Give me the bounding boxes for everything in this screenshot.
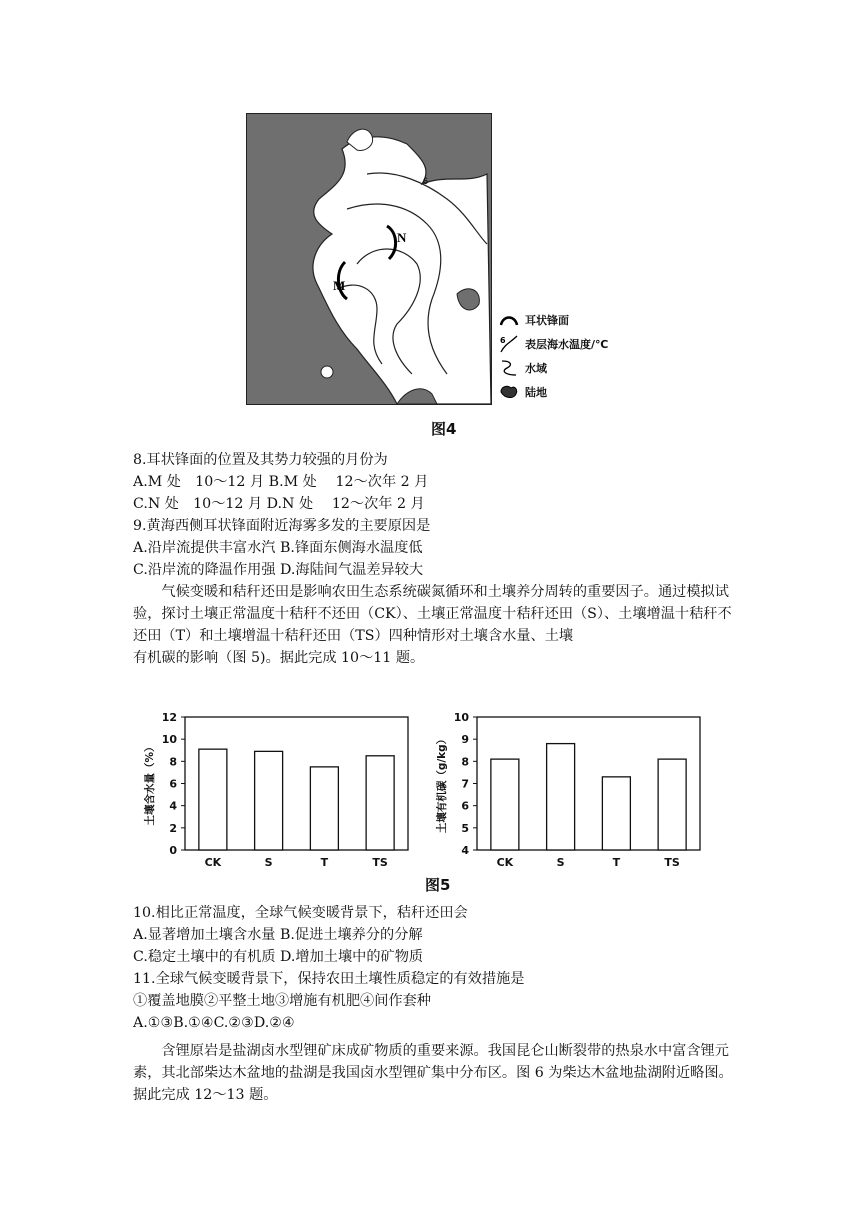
legend-item <box>499 356 608 380</box>
question-10-stem: 10.相比正常温度，全球气候变暖背景下，秸秆还田会 <box>133 905 468 921</box>
y-tick-label: 0 <box>169 844 177 857</box>
y-tick-label: 10 <box>453 711 469 724</box>
chart-svg-organic-carbon <box>425 705 715 870</box>
passage-paragraph: 含锂原岩是盐湖卤水型锂矿床成矿物质的重要来源。我国昆仑山断裂带的热泉水中富含锂元素，其北部柴达木盆地的盐湖是我国卤水型锂矿集中分布区。图 6 为柴达木盆地盐湖附近略图。据此完成 12～13 题。 <box>133 1043 733 1103</box>
passage-paragraph-end: 有机碳的影响（图 5)。据此完成 10～11 题。 <box>133 650 425 666</box>
front-arc-icon <box>499 313 519 327</box>
question-8-options-cd: C.N 处 10～12 月 D.N 处 12～次年 2 月 <box>133 496 425 512</box>
legend-label: 陆地 <box>525 386 547 399</box>
x-tick-label: S <box>264 856 273 869</box>
question-8-options-ab: A.M 处 10～12 月 B.M 处 12～次年 2 月 <box>133 474 429 490</box>
bar-ck <box>199 749 227 850</box>
chart-svg-moisture <box>133 705 423 870</box>
x-tick-label: S <box>556 856 565 869</box>
question-11-items: ①覆盖地膜②平整土地③增施有机肥④间作套种 <box>133 993 431 1009</box>
label-n: N <box>397 230 407 245</box>
bar-ts <box>658 759 686 850</box>
x-tick-label: T <box>612 856 621 869</box>
y-tick-label: 6 <box>169 777 177 791</box>
x-tick-label: CK <box>496 856 514 869</box>
bar-ts <box>366 756 394 850</box>
question-8-stem: 8.耳状锋面的位置及其势力较强的月份为 <box>133 452 388 468</box>
y-tick-label: 6 <box>461 799 469 813</box>
questions-8-9 <box>133 449 753 581</box>
label-m: M <box>333 278 346 293</box>
legend-label: 表层海水温度/℃ <box>525 338 609 351</box>
y-tick-label: 7 <box>461 777 469 791</box>
y-tick-label: 8 <box>169 755 177 769</box>
passage-10-11 <box>133 581 743 669</box>
passage-paragraph: 气候变暖和秸秆还田是影响农田生态系统碳氮循环和土壤养分周转的重要因子。通过模拟试验，探讨土壤正常温度十秸秆不还田（CK）、土壤正常温度十秸秆还田（S）、土壤增温十秸秆不还田（T）和土壤增温十秸秆还田（TS）四种情形对土壤含水量、土壤 <box>133 584 732 644</box>
question-11-stem: 11.全球气候变暖背景下，保持农田土壤性质稳定的有效措施是 <box>133 971 525 987</box>
map-legend <box>499 308 608 404</box>
y-tick-label: 2 <box>169 821 177 835</box>
x-tick-label: TS <box>664 856 680 869</box>
y-tick-label: 8 <box>461 755 469 769</box>
sea-temperature-map <box>246 113 492 405</box>
y-axis-label: 土壤含水量（%） <box>144 741 156 826</box>
isotherm-line-icon <box>499 334 519 354</box>
legend-item <box>499 380 608 404</box>
x-tick-label: TS <box>372 856 388 869</box>
y-tick-label: 4 <box>169 799 177 813</box>
y-tick-label: 4 <box>461 844 469 857</box>
island <box>321 366 333 378</box>
y-axis-label: 土壤有机碳（g/kg） <box>436 733 448 834</box>
legend-label: 耳状锋面 <box>525 314 569 327</box>
bar-t <box>310 767 338 850</box>
question-10-options-ab: A.显著增加土壤含水量 B.促进土壤养分的分解 <box>133 927 423 943</box>
bar-t <box>602 777 630 850</box>
figure-4 <box>246 113 646 443</box>
y-tick-label: 12 <box>161 711 177 724</box>
passage-12-13 <box>133 1040 743 1106</box>
y-tick-label: 10 <box>161 733 177 747</box>
question-11-options: A.①③B.①④C.②③D.②④ <box>133 1015 295 1031</box>
legend-item <box>499 308 608 332</box>
questions-10-11 <box>133 902 753 1034</box>
svg-text:6: 6 <box>500 336 506 345</box>
figure-4-caption: 图4 <box>431 420 457 438</box>
soil-moisture-chart <box>133 705 423 874</box>
question-10-options-cd: C.稳定土壤中的有机质 D.增加土壤中的矿物质 <box>133 949 424 965</box>
bar-s <box>255 751 283 850</box>
bar-ck <box>491 759 519 850</box>
isotherm-value: 6 <box>423 176 429 186</box>
x-tick-label: T <box>320 856 329 869</box>
land-area-icon <box>499 384 519 400</box>
question-9-stem: 9.黄海西侧耳状锋面附近海雾多发的主要原因是 <box>133 518 431 534</box>
legend-item <box>499 332 608 356</box>
map-drawing <box>247 114 491 404</box>
soil-organic-carbon-chart <box>425 705 715 874</box>
question-9-options-ab: A.沿岸流提供丰富水汽 B.锋面东侧海水温度低 <box>133 540 423 556</box>
water-area-icon <box>499 359 519 377</box>
bar-s <box>547 744 575 850</box>
legend-label: 水域 <box>525 362 547 375</box>
x-tick-label: CK <box>204 856 222 869</box>
question-9-options-cd: C.沿岸流的降温作用强 D.海陆间气温差异较大 <box>133 562 424 578</box>
y-tick-label: 5 <box>461 821 469 835</box>
figure-5-caption: 图5 <box>425 876 451 894</box>
y-tick-label: 9 <box>461 733 469 747</box>
